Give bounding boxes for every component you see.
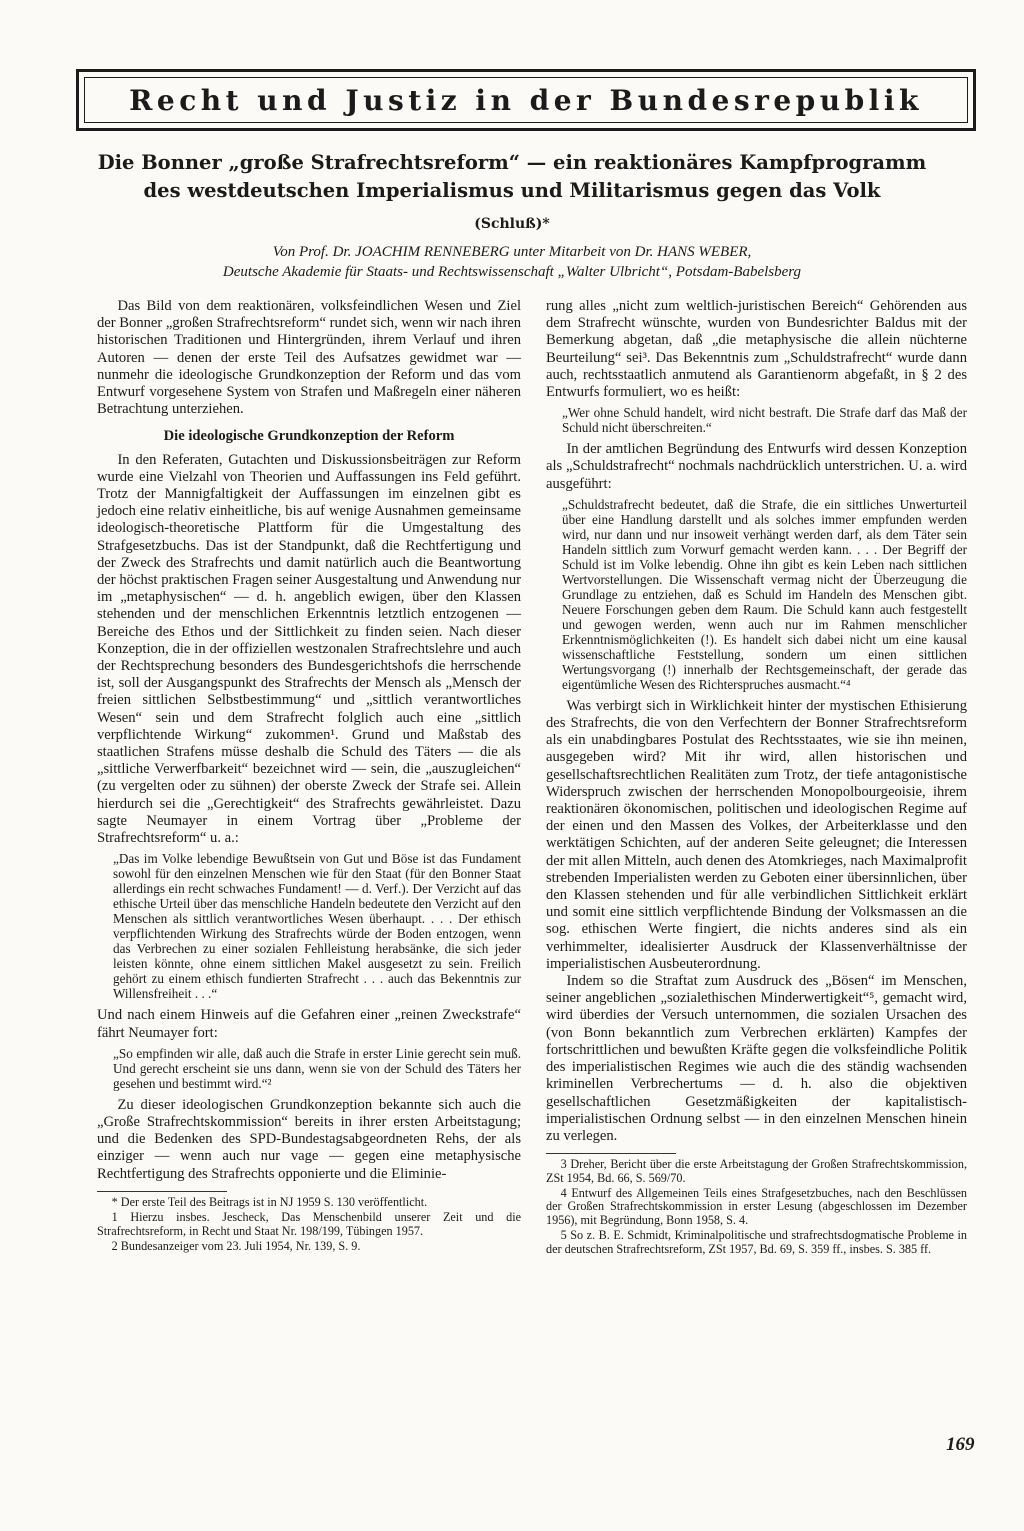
continuation-marker: (Schluß)* <box>474 216 550 232</box>
byline-authors: Von Prof. Dr. JOACHIM RENNEBERG unter Mitarbeit von Dr. HANS WEBER, <box>272 244 752 260</box>
footnote-divider <box>546 1153 676 1154</box>
paragraph: Und nach einem Hinweis auf die Gefahren einer „reinen Zweckstrafe“ fährt Neumayer fort: <box>97 1007 521 1041</box>
footnote-divider <box>97 1191 227 1192</box>
left-column <box>97 298 521 1255</box>
footnote: 1 Hierzu insbes. Jescheck, Das Menschenbild unserer Zeit und die Strafrechtsreform, in Recht und Staat Nr. 198/199, Tübingen 1957. <box>97 1210 521 1238</box>
article-headline-line-1: Die Bonner „große Strafrechtsreform“ — ein reaktionäres Kampfprogramm <box>97 151 927 174</box>
page-number: 169 <box>946 1434 975 1455</box>
paragraph: Was verbirgt sich in Wirklichkeit hinter der mystischen Ethisierung des Strafrechts, die von den Verfechtern der Bonner Strafrechtsreform als ein unabdingbares Postulat des Rechtsstaates, wie sie ihn meinen, ausgegeben wird? Mit ihr wird, allen historischen und gesellschaftsrechtlichen Realitäten zum Trotz, der tiefe antagonistische Widerspruch zwischen der herrschenden Monopolbourgeoisie, ihrem reaktionären ökonomischen, politischen und ideologischen Regime auf der einen und den Massen des Volkes, der Arbeiterklasse und den werktätigen Schichten, auf der anderen Seite geleugnet; die Interessen der mit allen Mitteln, auch denen des Atomkrieges, nach Maximalprofit strebenden Imperialisten werden zu Geboten einer übersinnlichen, über den Klassen stehenden und für alle verbindlichen Sittlichkeit erklärt und somit eine sittlich verpflichtende Bindung der Volksmassen an die sog. ethischen Werte fingiert, die nichts anderes sind als ein verhimmelter, idealisierter Ausdruck der Klassenverhältnisse der imperialistischen Ausbeuterordnung. <box>546 697 967 972</box>
block-quote: „Wer ohne Schuld handelt, wird nicht bestraft. Die Strafe darf das Maß der Schuld nicht überschreiten.“ <box>562 405 967 436</box>
article-headline-line-2: des westdeutschen Imperialismus und Militarismus gegen das Volk <box>143 179 881 202</box>
paragraph: Das Bild von dem reaktionären, volksfeindlichen Wesen und Ziel der Bonner „großen Strafrechtsreform“ rundet sich, wenn wir nach ihren historischen Traditionen und Hintergründen, ihrem Verlauf und ihren Autoren — denen der erste Teil des Aufsatzes gewidmet war — nunmehr die ideologische Grundkonzeption der Reform und das vom Entwurf vorgesehene System von Strafen und Maßregeln einer näheren Betrachtung unterziehen. <box>97 298 521 418</box>
byline-institution: Deutsche Akademie für Staats- und Rechtswissenschaft „Walter Ulbricht“, Potsdam-Babelsberg <box>222 264 802 280</box>
paragraph: In der amtlichen Begründung des Entwurfs wird dessen Konzeption als „Schuldstrafrecht“ nochmals nachdrücklich unterstrichen. U. a. wird ausgeführt: <box>546 441 967 492</box>
footnote: 4 Entwurf des Allgemeinen Teils eines Strafgesetzbuches, nach den Beschlüssen der Großen Strafrechtskommission in erster Lesung (abgeschlossen im Dezember 1956), mit Begründung, Bonn 1958, S. 4. <box>546 1185 967 1227</box>
paragraph: rung alles „nicht zum weltlich-juristischen Bereich“ Gehörenden aus dem Strafrecht wünschte, wurden von Bundesrichter Baldus mit der Bemerkung abgetan, daß „die metaphysische die allein nüchterne Beurteilung“ sei³. Das Bekenntnis zum „Schuldstrafrecht“ wurde dann auch, rechtsstaatlich anmutend als Garantienorm abgefaßt, in § 2 des Entwurfs formuliert, wo es heißt: <box>546 298 967 401</box>
section-banner <box>76 69 976 131</box>
block-quote: „So empfinden wir alle, daß auch die Strafe in erster Linie gerecht sein muß. Und gerecht erscheint sie uns dann, wenn sie von der Schuld des Täters her gesehen und bestimmt wird.“² <box>113 1045 521 1091</box>
footnote: 5 So z. B. E. Schmidt, Kriminalpolitische und strafrechtsdogmatische Probleme in der deutschen Strafrechtsreform, ZSt 1957, Bd. 69, S. 359 ff., insbes. S. 385 ff. <box>546 1228 967 1256</box>
block-quote: „Das im Volke lebendige Bewußtsein von Gut und Böse ist das Fundament sowohl für den einzelnen Menschen wie für den Staat (für den Bonner Staat allerdings ein recht schwaches Fundament! — d. Verf.). Der Verzicht auf das ethische Urteil über das menschliche Handeln bedeutete den Verzicht auf den Menschen als sittlich verantwortliches Wesen überhaupt. . . . Der ethisch verpflichtenden Wirkung des Strafrechts würde der Boden entzogen, wenn das Verbrechen zu einer sozialen Fehlleistung herabsänke, die sich jeder leisten könnte, ohne einem sittlichen Makel ausgesetzt zu sein. Freilich gehört zu einem ethisch fundierten Strafrecht . . . auch das Bekenntnis zur Willensfreiheit . . .“ <box>113 851 521 1002</box>
footnote: 3 Dreher, Bericht über die erste Arbeitstagung der Großen Strafrechtskommission, ZSt 1954, Bd. 66, S. 569/70. <box>546 1157 967 1185</box>
footnote: * Der erste Teil des Beitrags ist in NJ 1959 S. 130 veröffentlicht. <box>111 1194 428 1209</box>
paragraph: In den Referaten, Gutachten und Diskussionsbeiträgen zur Reform wurde eine Vielzahl von Theorien und Auffassungen ins Feld geführt. Trotz der Mannigfaltigkeit der Auffassungen im einzelnen gibt es jedoch eine relativ einheitliche, bis auf wenige Ausnahmen gemeinsame ideologisch-theoretische Plattform für die Umgestaltung des Strafgesetzbuchs. Das ist der Standpunkt, daß die Rechtfertigung und der Zweck des Strafrechts und damit natürlich auch die Beantwortung der höchst praktischen Fragen seiner Ausgestaltung und Anwendung nur im „metaphysischen“ — d. h. angeblich ewigen, über den Klassen stehenden und der menschlichen Erkenntnis letztlich entzogenen — Bereiche des Ethos und der Sittlichkeit zu finden seien. Nach dieser Konzeption, die in der offiziellen westzonalen Strafrechtslehre und auch der Rechtsprechung besonders des Bundesgerichtshofs die herrschende ist, soll der Ausgangspunkt des Strafrechts der Mensch als „Mensch der freien sittlichen Selbstbestimmung“ und „sittlich verantwortliches Wesen“ sein und dem Strafrecht folglich auch eine „sittlich verpflichtende Wirkung“ zukommen¹. Grund und Maßstab des staatlichen Strafens müsse deshalb die Schuld des Täters — die als „sittliche Verwerfbarkeit“ bezeichnet wird — sein, die „auszugleichen“ (zu vergelten oder zu sühnen) der oberste Zweck der Strafe sei. Allein hierdurch sei die „Gerechtigkeit“ des Strafrechts gewährleistet. Dazu sagte Neumayer in einem Vortrag über „Probleme der Strafrechtsreform“ u. a.: <box>97 451 521 847</box>
footnote: 2 Bundesanzeiger vom 23. Juli 1954, Nr. 139, S. 9. <box>111 1238 361 1253</box>
right-column <box>546 298 967 1258</box>
paragraph: Zu dieser ideologischen Grundkonzeption bekannte sich auch die „Große Strafrechtskommission“ bereits in ihrer ersten Arbeitstagung; und die Bedenken des SPD-Bundestagsabgeordneten Rehs, der als einziger — wenn auch nur vage — gegen eine metaphysische Rechtfertigung des Strafrechts opponierte und die Eliminie- <box>97 1096 521 1182</box>
block-quote: „Schuldstrafrecht bedeutet, daß die Strafe, die ein sittliches Unwerturteil über eine Handlung darstellt und als solches immer empfunden werden wird, nur dann und nur insoweit verhängt werden darf, als dem Täter sein Handeln sittlich zum Vorwurf gemacht werden kann. . . . Der Begriff der Schuld ist im Volke lebendig. Ohne ihn gibt es kein Leben nach sittlichen Wertvorstellungen. Die Wissenschaft vermag nicht der Überzeugung die Grundlage zu entziehen, daß es Schuld im Handeln des Menschen gibt. Neuere Forschungen geben dem Raum. Die Schuld kann auch festgestellt und gewogen werden, wenn auch nur im Rahmen menschlicher Erkenntnismöglichkeiten (!). Es handelt sich dabei nicht um eine kausal wissenschaftliche Feststellung, sondern um einen sittlichen Wertungsvorgang (!) innerhalb der Rechtsgemeinschaft, der gerade das eigentümliche Wesen des Richterspruches ausmacht.“⁴ <box>562 496 967 692</box>
paragraph: Indem so die Straftat zum Ausdruck des „Bösen“ im Menschen, seiner angeblichen „sozialethischen Minderwertigkeit“⁵, gemacht wird, wird überdies der Versuch unternommen, die sozialen Ursachen des (von Bonn bekanntlich zum Verbrechen erklärten) Kampfes der fortschrittlichen und bewußten Kräfte gegen die volksfeindliche Politik des imperialistischen Regimes wie auch die des ständig wachsenden kriminellen Verbrechertums — d. h. also die objektiven gesellschaftlichen Gesetzmäßigkeiten der kapitalistisch-imperialistischen Ordnung selbst — in den einzelnen Menschen hinein zu verlegen. <box>546 973 967 1144</box>
section-title: Recht und Justiz in der Bundesrepublik <box>129 83 923 117</box>
section-heading: Die ideologische Grundkonzeption der Reform <box>163 428 455 445</box>
